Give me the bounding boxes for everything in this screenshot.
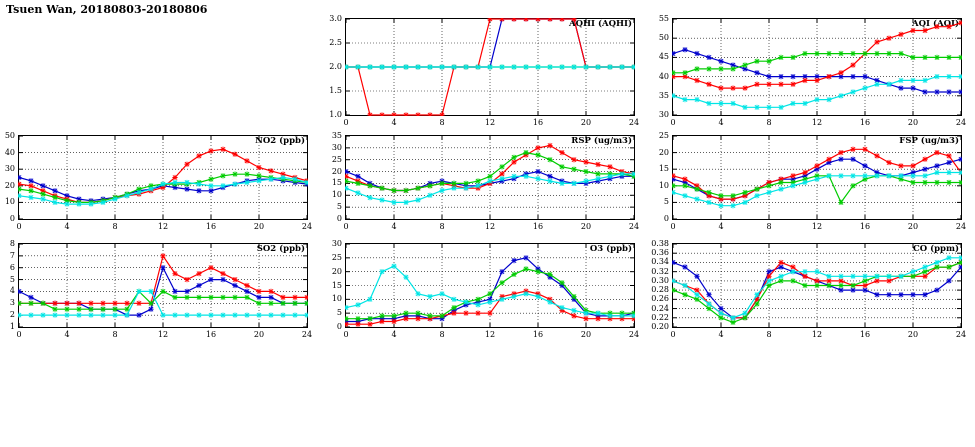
xtick-label-aqi-24: 24	[955, 118, 967, 127]
ytick-label-aqi-0: 30	[658, 110, 669, 119]
ytick-label-o3-3: 15	[331, 280, 342, 290]
xtick-label-rsp-12: 12	[484, 222, 496, 231]
xtick-label-so2-24: 24	[301, 330, 313, 339]
xtick-label-aqi-16: 16	[859, 118, 871, 127]
xtick-label-no2-4: 4	[64, 222, 70, 231]
xtick-label-o3-20: 20	[580, 330, 592, 339]
xtick-label-o3-16: 16	[532, 330, 544, 339]
xtick-label-fsp-0: 0	[670, 222, 676, 231]
ytick-label-o3-0: 0	[336, 322, 342, 331]
ytick-label-aqhi-2: 2.0	[329, 62, 342, 71]
ytick-label-co-3: 0.26	[651, 294, 669, 304]
xtick-label-no2-20: 20	[253, 222, 265, 231]
page-title: Tsuen Wan, 20180803-20180806	[6, 3, 208, 16]
ytick-label-fsp-5: 25	[658, 131, 669, 140]
xtick-label-aqi-4: 4	[718, 118, 724, 127]
ytick-label-aqi-4: 50	[658, 33, 669, 43]
xtick-label-aqhi-12: 12	[484, 118, 496, 127]
xtick-label-fsp-4: 4	[718, 222, 724, 231]
xtick-label-so2-16: 16	[205, 330, 217, 339]
plot-svg-fsp	[672, 135, 962, 220]
chart-title-so2: SO2 (ppb)	[256, 244, 305, 254]
plot-svg-aqhi	[345, 18, 635, 116]
ytick-label-so2-5: 6	[9, 262, 15, 272]
xtick-label-so2-4: 4	[64, 330, 70, 339]
ytick-label-co-4: 0.28	[651, 285, 669, 295]
xtick-label-aqhi-20: 20	[580, 118, 592, 127]
ytick-label-co-1: 0.22	[651, 312, 669, 322]
chart-panel-rsp	[331, 131, 640, 231]
chart-title-no2: NO2 (ppb)	[255, 136, 305, 146]
xtick-label-rsp-16: 16	[532, 222, 544, 231]
ytick-label-so2-6: 7	[9, 250, 15, 260]
xtick-label-o3-4: 4	[391, 330, 397, 339]
plot-svg-rsp	[345, 135, 635, 220]
chart-panel-o3	[331, 239, 640, 339]
ytick-label-no2-5: 50	[4, 131, 15, 140]
ytick-label-fsp-0: 0	[663, 214, 669, 223]
ytick-label-aqhi-3: 2.5	[329, 38, 342, 47]
ytick-label-no2-4: 40	[4, 147, 15, 157]
ytick-label-no2-0: 0	[9, 214, 15, 223]
ytick-label-o3-5: 25	[331, 252, 342, 262]
ytick-label-no2-1: 10	[4, 197, 15, 207]
xtick-label-no2-0: 0	[16, 222, 22, 231]
xtick-label-o3-0: 0	[343, 330, 349, 339]
chart-panel-co	[651, 239, 967, 339]
xtick-label-aqi-0: 0	[670, 118, 676, 127]
chart-panel-fsp	[658, 131, 967, 231]
xtick-label-co-24: 24	[955, 330, 967, 339]
ytick-label-fsp-1: 5	[663, 197, 669, 207]
ytick-label-so2-1: 2	[9, 310, 15, 320]
ytick-label-o3-1: 5	[336, 308, 342, 318]
plot-svg-o3	[345, 243, 635, 328]
xtick-label-co-0: 0	[670, 330, 676, 339]
xtick-label-co-12: 12	[811, 330, 823, 339]
xtick-label-aqhi-4: 4	[391, 118, 397, 127]
xtick-label-aqhi-16: 16	[532, 118, 544, 127]
series-line-so2-day3	[19, 291, 307, 309]
chart-panel-aqhi	[329, 14, 640, 127]
ytick-label-co-7: 0.34	[651, 257, 669, 267]
chart-title-fsp: FSP (ug/m3)	[899, 136, 959, 146]
xtick-label-so2-0: 0	[16, 330, 22, 339]
ytick-label-no2-3: 30	[4, 164, 15, 174]
ytick-label-so2-2: 3	[9, 298, 15, 308]
xtick-label-co-8: 8	[766, 330, 772, 339]
plot-svg-so2	[18, 243, 308, 328]
ytick-label-aqhi-4: 3.0	[329, 14, 342, 23]
chart-panel-aqi	[658, 14, 967, 127]
ytick-label-aqhi-1: 1.5	[329, 86, 342, 95]
ytick-label-so2-3: 4	[9, 286, 15, 296]
xtick-label-aqi-20: 20	[907, 118, 919, 127]
ytick-label-fsp-2: 10	[658, 180, 669, 190]
chart-title-aqhi: AQHI (AQHI)	[568, 19, 632, 29]
xtick-label-o3-12: 12	[484, 330, 496, 339]
chart-title-co: CO (ppm)	[912, 244, 959, 254]
plot-svg-co	[672, 243, 962, 328]
xtick-label-rsp-24: 24	[628, 222, 640, 231]
chart-title-o3: O3 (ppb)	[589, 244, 632, 254]
xtick-label-o3-8: 8	[439, 330, 445, 339]
ytick-label-aqi-2: 40	[658, 71, 669, 81]
xtick-label-no2-12: 12	[157, 222, 169, 231]
ytick-label-fsp-3: 15	[658, 164, 669, 174]
ytick-label-rsp-6: 30	[331, 142, 342, 152]
xtick-label-o3-24: 24	[628, 330, 640, 339]
ytick-label-fsp-4: 20	[658, 147, 669, 157]
xtick-label-rsp-20: 20	[580, 222, 592, 231]
chart-panel-so2	[9, 239, 313, 339]
ytick-label-o3-2: 10	[331, 294, 342, 304]
ytick-label-so2-4: 5	[9, 274, 15, 284]
ytick-label-aqhi-0: 1.0	[329, 110, 342, 119]
xtick-label-so2-8: 8	[112, 330, 118, 339]
xtick-label-fsp-8: 8	[766, 222, 772, 231]
xtick-label-so2-20: 20	[253, 330, 265, 339]
xtick-label-fsp-12: 12	[811, 222, 823, 231]
xtick-label-fsp-24: 24	[955, 222, 967, 231]
xtick-label-no2-16: 16	[205, 222, 217, 231]
ytick-label-so2-0: 1	[9, 322, 15, 331]
ytick-label-rsp-0: 0	[336, 214, 342, 223]
xtick-label-aqi-12: 12	[811, 118, 823, 127]
xtick-label-co-16: 16	[859, 330, 871, 339]
series-line-aqi-day3	[673, 54, 961, 73]
xtick-label-so2-12: 12	[157, 330, 169, 339]
ytick-label-aqi-1: 35	[658, 90, 669, 100]
ytick-label-rsp-7: 35	[331, 131, 342, 140]
ytick-label-co-6: 0.32	[651, 266, 669, 276]
xtick-label-co-20: 20	[907, 330, 919, 339]
ytick-label-co-5: 0.30	[651, 275, 669, 285]
chart-title-aqi: AQI (AQI)	[912, 19, 959, 29]
ytick-label-co-9: 0.38	[651, 239, 669, 248]
xtick-label-co-4: 4	[718, 330, 724, 339]
xtick-label-no2-8: 8	[112, 222, 118, 231]
ytick-label-rsp-1: 5	[336, 202, 342, 212]
ytick-label-rsp-2: 10	[331, 190, 342, 200]
xtick-label-rsp-4: 4	[391, 222, 397, 231]
ytick-label-aqi-5: 55	[658, 14, 669, 23]
ytick-label-rsp-4: 20	[331, 166, 342, 176]
ytick-label-no2-2: 20	[4, 180, 15, 190]
ytick-label-o3-4: 20	[331, 266, 342, 276]
plot-svg-aqi	[672, 18, 962, 116]
xtick-label-fsp-16: 16	[859, 222, 871, 231]
series-line-o3-day4	[346, 266, 634, 316]
plot-svg-no2	[18, 135, 308, 220]
xtick-label-aqhi-24: 24	[628, 118, 640, 127]
xtick-label-rsp-0: 0	[343, 222, 349, 231]
ytick-label-rsp-5: 25	[331, 154, 342, 164]
xtick-label-fsp-20: 20	[907, 222, 919, 231]
xtick-label-aqhi-8: 8	[439, 118, 445, 127]
ytick-label-rsp-3: 15	[331, 178, 342, 188]
ytick-label-o3-6: 30	[331, 239, 342, 248]
chart-title-rsp: RSP (ug/m3)	[571, 136, 632, 146]
ytick-label-co-2: 0.24	[651, 303, 669, 313]
ytick-label-co-8: 0.36	[651, 248, 669, 258]
ytick-label-aqi-3: 45	[658, 52, 669, 62]
xtick-label-no2-24: 24	[301, 222, 313, 231]
chart-panel-no2	[4, 131, 313, 231]
ytick-label-so2-7: 8	[9, 239, 15, 248]
xtick-label-aqhi-0: 0	[343, 118, 349, 127]
xtick-label-rsp-8: 8	[439, 222, 445, 231]
ytick-label-co-0: 0.20	[651, 322, 669, 331]
xtick-label-aqi-8: 8	[766, 118, 772, 127]
